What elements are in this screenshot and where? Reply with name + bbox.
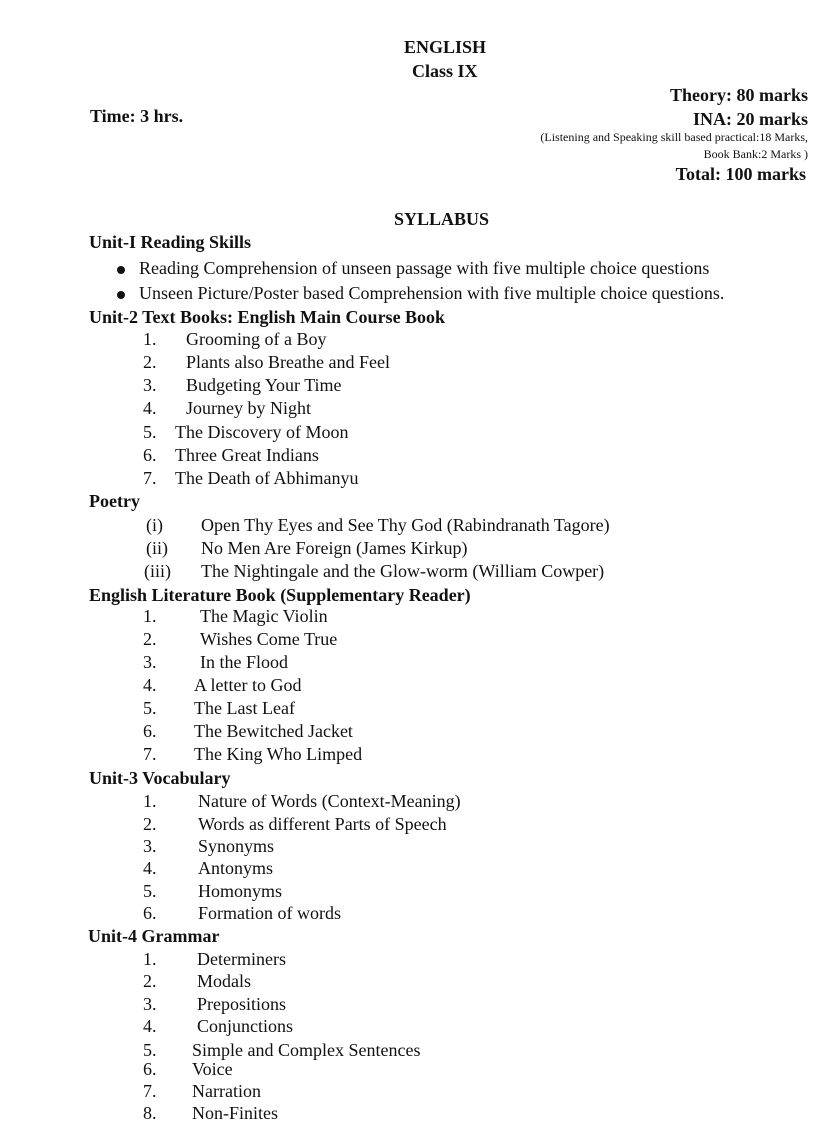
list-item: (ii) No Men Are Foreign (James Kirkup) bbox=[146, 538, 468, 558]
unit4-heading: Unit-4 Grammar bbox=[88, 926, 220, 946]
list-item: 8. Non-Finites bbox=[143, 1103, 279, 1123]
unit3-heading: Unit-3 Vocabulary bbox=[89, 768, 231, 788]
time-label: Time: 3 hrs. bbox=[90, 106, 184, 126]
list-item: 7. The Death of Abhimanyu bbox=[143, 468, 359, 488]
bullet-icon bbox=[117, 291, 125, 299]
list-item: 6. The Bewitched Jacket bbox=[143, 721, 353, 741]
syllabus-title: SYLLABUS bbox=[394, 209, 490, 229]
list-item: 3. Budgeting Your Time bbox=[143, 375, 342, 395]
list-item: 5. Simple and Complex Sentences bbox=[143, 1040, 421, 1060]
list-item: 3. In the Flood bbox=[143, 652, 288, 672]
list-item: 6. Formation of words bbox=[143, 903, 341, 923]
poetry-heading: Poetry bbox=[89, 491, 140, 511]
list-item: 2. Plants also Breathe and Feel bbox=[143, 352, 390, 372]
list-item: 2. Wishes Come True bbox=[143, 629, 338, 649]
list-item: 1. Determiners bbox=[143, 949, 286, 969]
class-label: Class IX bbox=[412, 61, 478, 81]
literature-heading: English Literature Book (Supplementary Reader) bbox=[89, 585, 471, 605]
unit1-heading: Unit-I Reading Skills bbox=[89, 232, 252, 252]
list-item: 4. A letter to God bbox=[143, 675, 302, 695]
ina-note-line1: (Listening and Speaking skill based practical:18 Marks, bbox=[540, 130, 808, 144]
ina-note-line2: Book Bank:2 Marks ) bbox=[703, 147, 808, 161]
list-item: (i) Open Thy Eyes and See Thy God (Rabindranath Tagore) bbox=[146, 515, 610, 535]
ina-marks: INA: 20 marks bbox=[693, 109, 808, 129]
unit1-item: Unseen Picture/Poster based Comprehension with five multiple choice questions. bbox=[117, 283, 724, 304]
unit1-item: Reading Comprehension of unseen passage with five multiple choice questions bbox=[117, 258, 709, 279]
list-item: 7. The King Who Limped bbox=[143, 744, 363, 764]
total-marks: Total: 100 marks bbox=[675, 164, 806, 184]
list-item: 6. Three Great Indians bbox=[143, 445, 319, 465]
list-item: 5. The Discovery of Moon bbox=[143, 422, 349, 442]
list-item: 4. Antonyms bbox=[143, 858, 274, 878]
list-item: 6. Voice bbox=[143, 1059, 233, 1079]
list-item: 3. Prepositions bbox=[143, 994, 287, 1014]
list-item: 2. Modals bbox=[143, 971, 251, 991]
bullet-icon bbox=[117, 266, 125, 274]
list-item: 5. Homonyms bbox=[143, 881, 283, 901]
list-item: 4. Journey by Night bbox=[143, 398, 311, 418]
subject-title: ENGLISH bbox=[404, 37, 487, 57]
list-item: (iii) The Nightingale and the Glow-worm (William Cowper) bbox=[144, 561, 605, 581]
list-item: 5. The Last Leaf bbox=[143, 698, 295, 718]
list-item: 1. The Magic Violin bbox=[143, 606, 328, 626]
unit2-heading: Unit-2 Text Books: English Main Course Book bbox=[89, 307, 446, 327]
list-item: 3. Synonyms bbox=[143, 836, 275, 856]
list-item: 1. Grooming of a Boy bbox=[143, 329, 327, 349]
list-item: 4. Conjunctions bbox=[143, 1016, 294, 1036]
list-item: 2. Words as different Parts of Speech bbox=[143, 814, 447, 834]
theory-marks: Theory: 80 marks bbox=[670, 85, 808, 105]
list-item: 1. Nature of Words (Context-Meaning) bbox=[143, 791, 461, 811]
list-item: 7. Narration bbox=[143, 1081, 261, 1101]
